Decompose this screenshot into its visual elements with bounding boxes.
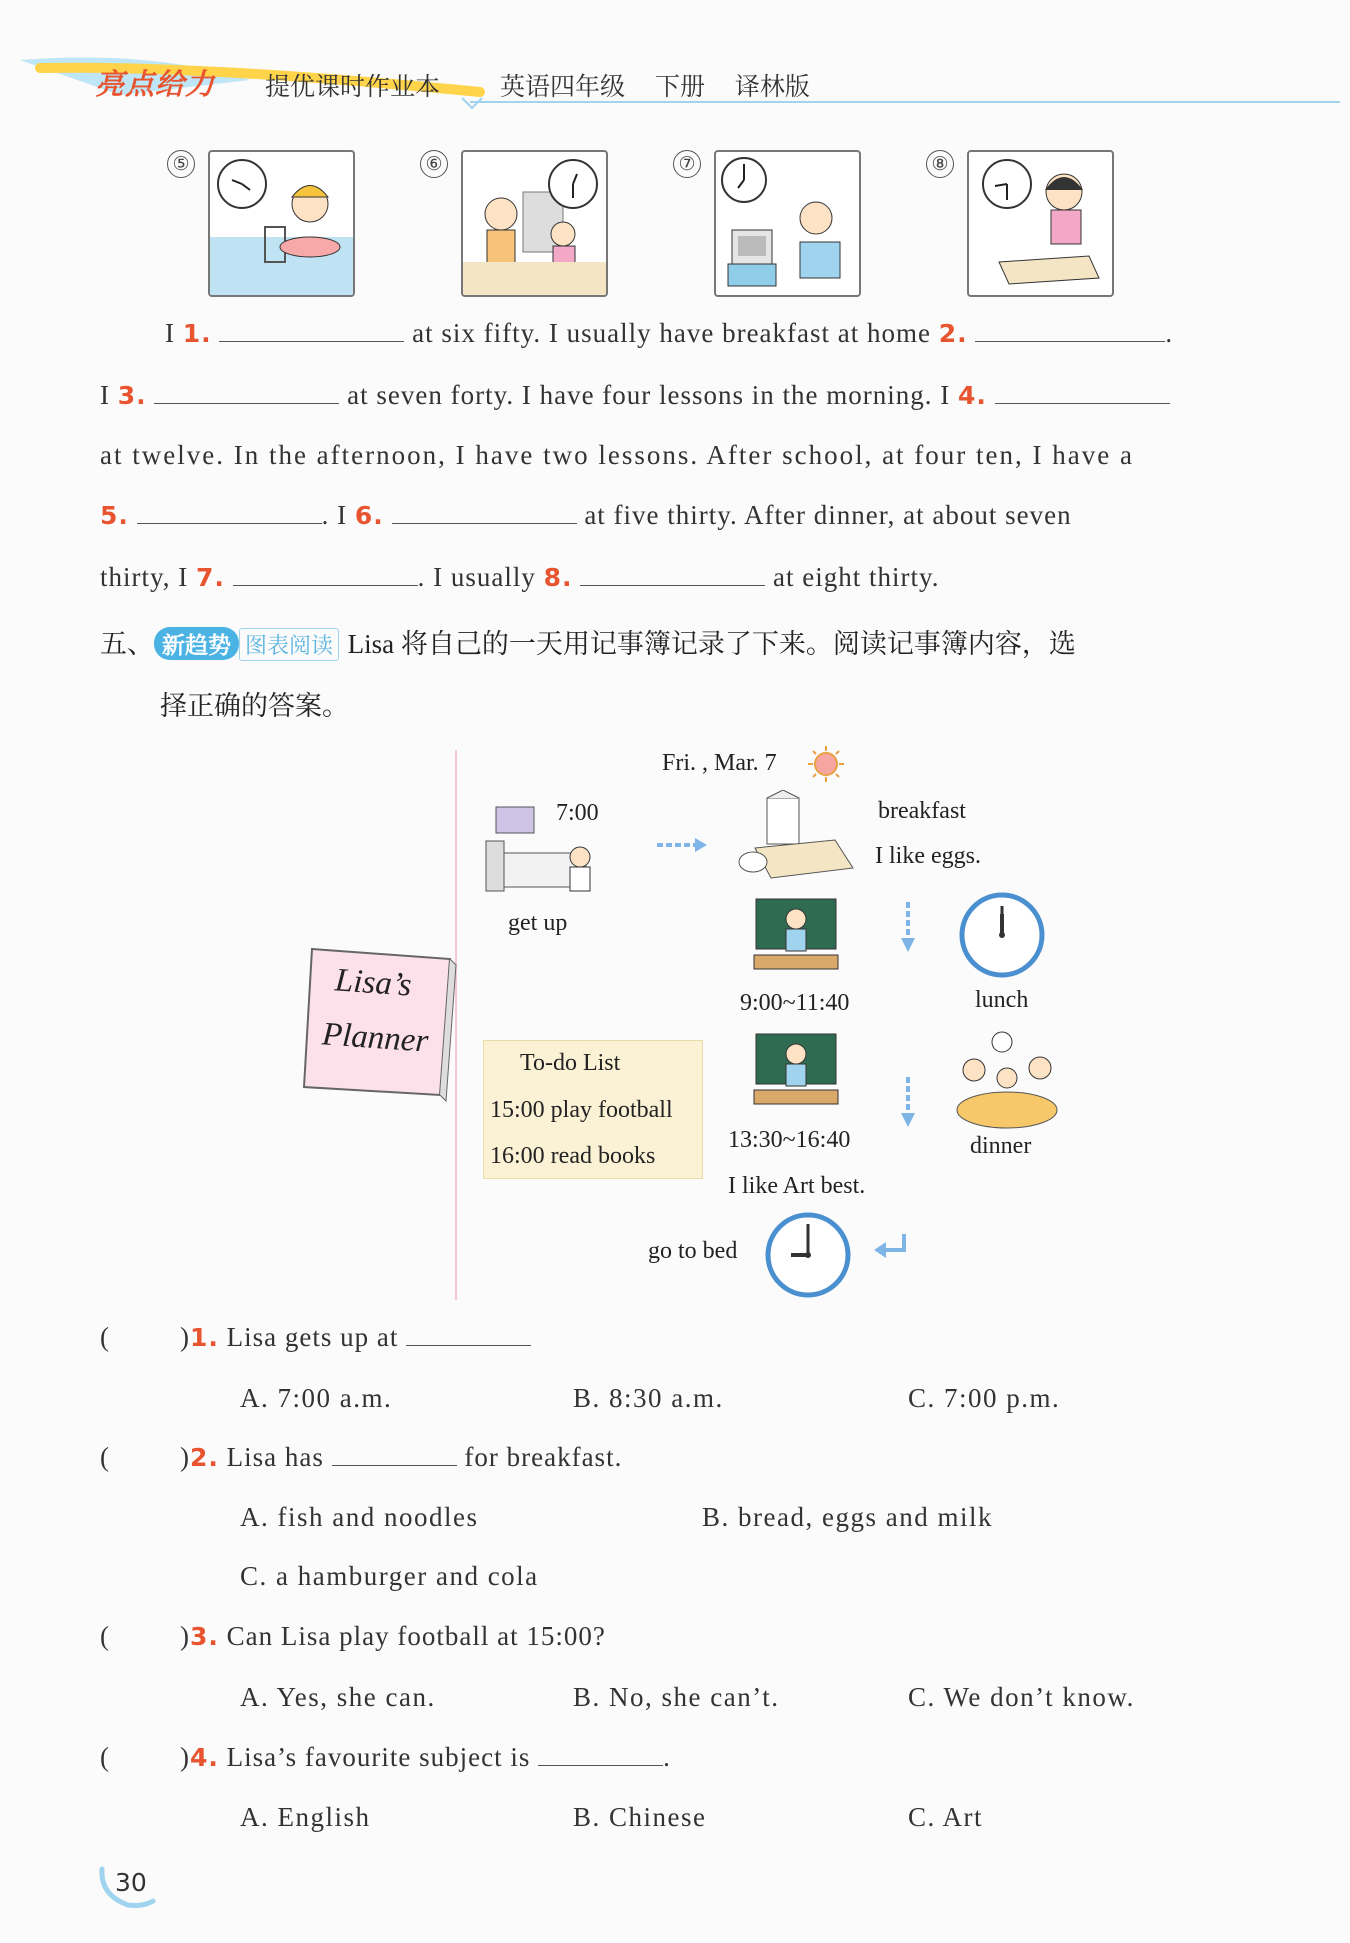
answer-blank-8[interactable] (580, 563, 765, 586)
lunch-clock-icon (957, 890, 1047, 980)
girls-talking-icon (461, 150, 608, 297)
planner-cover-title: Lisa’s (333, 962, 413, 1004)
favourite-note: I like Art best. (728, 1173, 866, 1199)
chart-reading-badge: 图表阅读 (239, 628, 339, 661)
page-number: 30 (115, 1868, 147, 1897)
morning-time: 9:00~11:40 (740, 990, 850, 1016)
breakfast-note: I like eggs. (875, 843, 981, 869)
passage-line: at twelve. In the afternoon, I have two lessons. After school, at four ten, I have a (100, 440, 1134, 470)
passage-line: thirty, I 7. . I usually 8. at eight thirty. (100, 562, 940, 592)
option[interactable]: A. Yes, she can. (240, 1682, 436, 1712)
trend-badge: 新趋势 (154, 627, 239, 660)
question-4: ( )4. Lisa’s favourite subject is . (100, 1742, 671, 1772)
option[interactable]: B. 8:30 a.m. (573, 1383, 724, 1413)
option[interactable]: A. fish and noodles (240, 1502, 479, 1532)
dinner-icon (952, 1030, 1062, 1130)
series-title: 提优课时作业本 (265, 72, 441, 101)
answer-blank-4[interactable] (995, 381, 1170, 404)
answer-blank-2[interactable] (975, 319, 1165, 342)
lunch-label: lunch (975, 987, 1029, 1013)
brand-logo: 亮点给力 (95, 67, 216, 101)
answer-blank[interactable] (406, 1323, 531, 1346)
option[interactable]: B. Chinese (573, 1802, 707, 1832)
swimming-icon (208, 150, 355, 297)
getup-time: 7:00 (556, 800, 599, 826)
todo-item: 16:00 read books (490, 1143, 656, 1169)
watching-tv-icon (714, 150, 861, 297)
option[interactable]: B. bread, eggs and milk (702, 1502, 993, 1532)
bedtime-label: go to bed (648, 1238, 738, 1264)
todo-title: To-do List (520, 1050, 621, 1076)
down-arrow-icon (898, 1075, 918, 1130)
dinner-label: dinner (970, 1133, 1032, 1159)
passage-line: I 1. at six fifty. I usually have breakfast at home 2. . (165, 318, 1174, 348)
answer-blank-5[interactable] (137, 501, 322, 524)
answer-blank-1[interactable] (219, 319, 404, 342)
book-title: 英语四年级 下册 译林版 (500, 72, 810, 101)
answer-blank[interactable] (538, 1743, 663, 1766)
down-arrow-icon (898, 900, 918, 955)
option[interactable]: C. 7:00 p.m. (908, 1383, 1061, 1413)
picture-number: ⑧ (926, 150, 954, 178)
getting-up-icon (482, 805, 622, 900)
answer-blank-3[interactable] (154, 381, 339, 404)
option[interactable]: C. We don’t know. (908, 1682, 1135, 1712)
afternoon-lesson-icon (752, 1030, 842, 1115)
return-arrow-icon (872, 1232, 912, 1262)
option[interactable]: A. English (240, 1802, 371, 1832)
passage-line: I 3. at seven forty. I have four lessons in the morning. I 4. (100, 380, 1170, 411)
answer-blank-6[interactable] (392, 501, 577, 524)
answer-blank-7[interactable] (233, 563, 418, 586)
picture-number: ⑥ (420, 150, 448, 178)
getup-label: get up (508, 910, 568, 936)
doing-homework-icon (967, 150, 1114, 297)
section-heading: 五、 新趋势 图表阅读 Lisa 将自己的一天用记事簿记录了下来。阅读记事簿内容，选 (100, 629, 1076, 660)
planner-date: Fri. , Mar. 7 (662, 750, 777, 776)
answer-blank[interactable] (332, 1443, 457, 1466)
picture-number: ⑤ (167, 150, 195, 178)
breakfast-icon (735, 790, 860, 890)
option[interactable]: C. a hamburger and cola (240, 1561, 539, 1591)
todo-item: 15:00 play football (490, 1097, 673, 1123)
planner-cover-title: Planner (320, 1016, 430, 1060)
passage-line: 5. . I 6. at five thirty. After dinner, at about seven (100, 500, 1072, 530)
question-1: ( )1. Lisa gets up at (100, 1322, 531, 1353)
option[interactable]: C. Art (908, 1802, 984, 1832)
bedtime-clock-icon (763, 1210, 853, 1300)
sun-icon (806, 744, 846, 784)
question-3: ( )3. Can Lisa play football at 15:00? (100, 1621, 606, 1651)
right-arrow-icon (655, 835, 710, 855)
option[interactable]: B. No, she can’t. (573, 1682, 780, 1712)
breakfast-label: breakfast (878, 798, 966, 824)
option[interactable]: A. 7:00 a.m. (240, 1383, 393, 1413)
question-2: ( )2. Lisa has for breakfast. (100, 1442, 623, 1472)
morning-lesson-icon (752, 895, 842, 980)
picture-number: ⑦ (673, 150, 701, 178)
section-instruction: 择正确的答案。 (160, 691, 349, 722)
afternoon-time: 13:30~16:40 (728, 1127, 851, 1153)
